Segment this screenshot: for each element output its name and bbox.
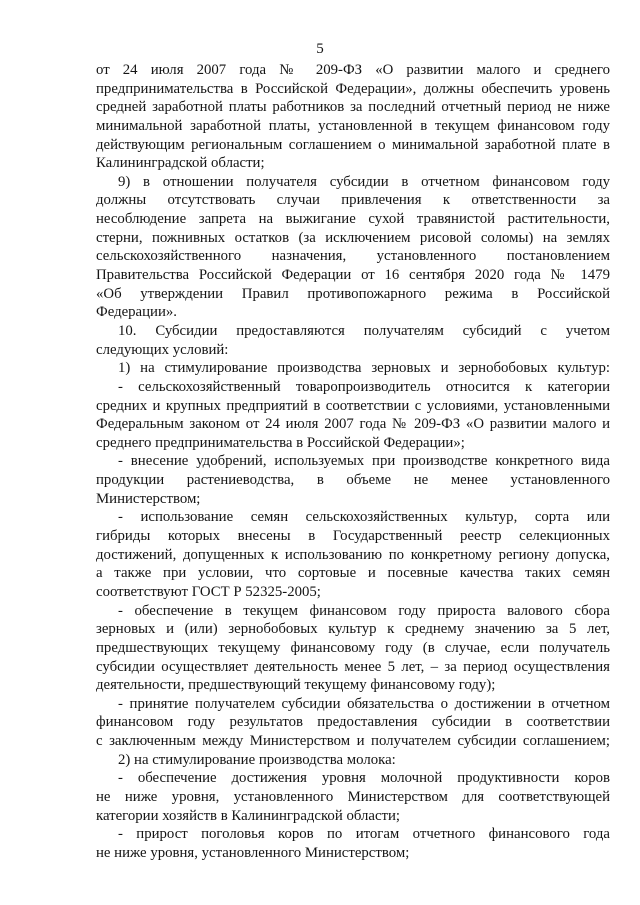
text-line: зерновых и (или) зернобобовых культур к среднему значению за 5 лет, [96,621,610,638]
text-line: среднего предпринимательства в Российской Федерации»; [96,434,465,451]
text-line: Федеральным законом от 24 июля 2007 года № 209-ФЗ «О развитии малого и [96,416,610,433]
page-number: 5 [316,41,324,57]
text-line: - обеспечение в текущем финансовом году прироста валового сбора [118,602,610,619]
text-line: 1) на стимулирование производства зерновых и зернобобовых культур: [118,360,610,377]
text-line: действующим региональным соглашением о минимальной заработной плате в [96,136,610,153]
text-line: стерни, пожнивных остатков (за исключением рисовой соломы) на землях [96,229,610,246]
text-line: «Об утверждении Правил противопожарного режима в Российской [96,285,610,302]
text-line: минимальной заработной платы, установленной в текущем финансовом году [96,117,610,134]
text-line: финансовом году результатов предоставления субсидии в соответствии [96,714,610,731]
text-line: категории хозяйств в Калининградской области; [96,807,401,824]
text-line: а также при условии, что сортовые и посевные качества таких семян [96,565,610,582]
text-line: достижений, допущенных к использованию по конкретному региону допуска, [96,546,610,563]
text-line: Калининградской области; [96,155,265,172]
text-line: Федерации». [96,304,177,321]
text-line: средней заработной платы работников за последний отчетный период не ниже [96,99,610,116]
text-line: - обеспечение достижения уровня молочной продуктивности коров [118,770,610,787]
text-line: субсидии осуществляет деятельность менее 5 лет, – за период осуществления [96,658,610,675]
document-body [96,61,610,863]
text-line: несоблюдение запрета на выжигание сухой травянистой растительности, [96,211,610,228]
text-line: деятельности, предшествующий текущему финансовому году); [96,677,496,694]
text-line: 9) в отношении получателя субсидии в отчетном финансовом году [118,173,610,190]
text-line: должны отсутствовать случаи привлечения к ответственности за [96,192,610,209]
text-line: - сельскохозяйственный товаропроизводитель относится к категории [118,378,610,395]
text-line: - использование семян сельскохозяйственных культур, сорта или [118,509,610,526]
text-line: гибриды которых внесены в Государственный реестр селекционных [96,528,610,545]
text-line: от 24 июля 2007 года № 209-ФЗ «О развитии малого и среднего [96,62,610,78]
text-line: Правительства Российской Федерации от 16 сентября 2020 года № 1479 [96,267,610,284]
text-line: Министерством; [96,490,201,507]
text-line: - прирост поголовья коров по итогам отчетного финансового года [118,826,610,843]
text-line: не ниже уровня, установленного Министерством; [96,844,410,861]
text-line: соответствуют ГОСТ Р 52325-2005; [96,583,321,600]
text-line: не ниже уровня, установленного Министерством для соответствующей [96,788,610,805]
text-line: следующих условий: [96,341,229,358]
text-line: предпринимательства в Российской Федерации», должны обеспечить уровень [96,80,610,97]
text-line: - принятие получателем субсидии обязательства о достижении в отчетном [118,695,610,712]
text-line: 10. Субсидии предоставляются получателям субсидий с учетом [118,322,610,339]
text-line: предшествующих текущему финансовому году (в случае, если получатель [96,639,610,656]
text-line: с заключенным между Министерством и получателем субсидии соглашением; [96,733,610,750]
text-line: средних и крупных предприятий в соответствии с условиями, установленными [96,397,610,414]
text-line: 2) на стимулирование производства молока: [118,751,396,768]
text-line: продукции растениеводства, в объеме не менее установленного [96,472,610,489]
text-line: - внесение удобрений, используемых при производстве конкретного вида [118,453,610,470]
text-line: сельскохозяйственного назначения, установленного постановлением [96,248,610,265]
